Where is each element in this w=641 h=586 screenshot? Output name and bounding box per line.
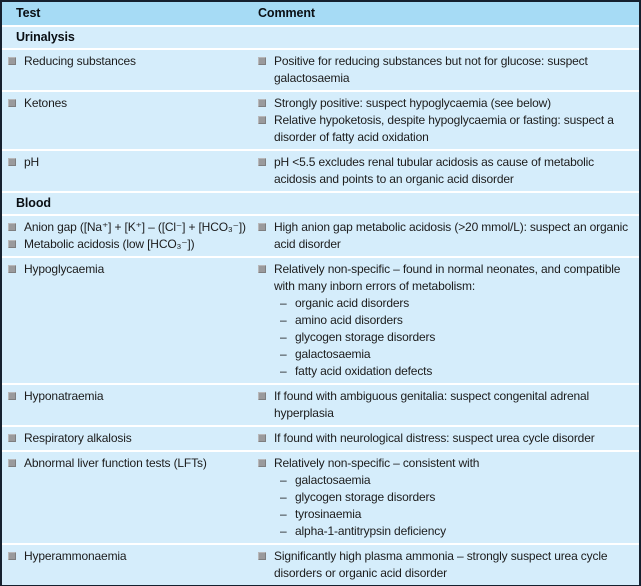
dash-list-item: [280, 295, 633, 312]
item-text: Hyponatraemia: [24, 389, 104, 403]
square-bullet-icon: [258, 158, 266, 166]
square-bullet-icon: [8, 459, 16, 467]
dash-list-item: [280, 363, 633, 380]
test-cell: [2, 95, 254, 146]
item-text: If found with ambiguous genitalia: suspect congenital adrenal hyperplasia: [274, 389, 590, 420]
bullet-item: [258, 154, 633, 188]
dash-list-item: [280, 506, 633, 523]
comment-cell: [254, 261, 639, 380]
dash-marker: –: [280, 313, 287, 327]
item-text: organic acid disorders: [295, 296, 410, 310]
bullet-item: [8, 430, 254, 447]
bullet-item: [258, 112, 633, 146]
bullet-item: [258, 548, 633, 582]
square-bullet-icon: [8, 265, 16, 273]
square-bullet-icon: [258, 459, 266, 467]
item-text: glycogen storage disorders: [295, 490, 436, 504]
test-cell: [2, 548, 254, 582]
section-header-urinalysis: Urinalysis: [2, 27, 639, 48]
item-text: galactosaemia: [295, 473, 371, 487]
bullet-item: [8, 455, 254, 472]
square-bullet-icon: [258, 392, 266, 400]
bullet-item: [8, 236, 254, 253]
comment-cell: [254, 154, 639, 188]
table-header-row: [2, 2, 639, 25]
item-text: Anion gap ([Na⁺] + [K⁺] – ([Cl⁻] + [HCO₃⁻]): [24, 220, 246, 234]
comment-cell: [254, 455, 639, 540]
bullet-item: [258, 261, 633, 295]
item-text: amino acid disorders: [295, 313, 403, 327]
item-text: pH: [24, 155, 40, 169]
bullet-item: [258, 430, 633, 447]
item-text: Relatively non-specific – consistent with: [274, 456, 480, 470]
dash-marker: –: [280, 490, 287, 504]
test-cell: [2, 219, 254, 253]
bullet-item: [8, 548, 254, 565]
test-cell: [2, 154, 254, 188]
dash-marker: –: [280, 330, 287, 344]
item-text: galactosaemia: [295, 347, 371, 361]
bullet-item: [8, 53, 254, 70]
square-bullet-icon: [8, 240, 16, 248]
item-text: Abnormal liver function tests (LFTs): [24, 456, 207, 470]
dash-marker: –: [280, 347, 287, 361]
square-bullet-icon: [258, 552, 266, 560]
table-row: [2, 216, 639, 256]
item-text: Strongly positive: suspect hypoglycaemia (see below): [274, 96, 552, 110]
square-bullet-icon: [258, 57, 266, 65]
item-text: High anion gap metabolic acidosis (>20 mmol/L): suspect an organic acid disorder: [274, 220, 628, 251]
dash-list-item: [280, 472, 633, 489]
item-text: Positive for reducing substances but not for glucose: suspect galactosaemia: [274, 54, 588, 85]
item-text: glycogen storage disorders: [295, 330, 436, 344]
square-bullet-icon: [8, 552, 16, 560]
table-row: [2, 545, 639, 585]
item-text: Ketones: [24, 96, 67, 110]
test-cell: [2, 261, 254, 380]
bullet-item: [258, 388, 633, 422]
bullet-item: [258, 455, 633, 472]
square-bullet-icon: [8, 392, 16, 400]
square-bullet-icon: [258, 116, 266, 124]
table-body: [2, 27, 639, 585]
item-text: Reducing substances: [24, 54, 136, 68]
dash-list-item: [280, 329, 633, 346]
square-bullet-icon: [258, 99, 266, 107]
bullet-item: [258, 53, 633, 87]
dash-list-item: [280, 312, 633, 329]
dash-marker: –: [280, 524, 287, 538]
square-bullet-icon: [8, 57, 16, 65]
item-text: fatty acid oxidation defects: [295, 364, 433, 378]
table-row: [2, 151, 639, 191]
square-bullet-icon: [258, 434, 266, 442]
square-bullet-icon: [8, 158, 16, 166]
column-header-comment: Comment: [258, 6, 315, 20]
item-text: Relatively non-specific – found in normal neonates, and compatible with many inborn errors of metabolism:: [274, 262, 621, 293]
comment-cell: [254, 430, 639, 447]
item-text: Hypoglycaemia: [24, 262, 105, 276]
table-row: [2, 385, 639, 425]
dash-marker: –: [280, 364, 287, 378]
section-header-blood: Blood: [2, 193, 639, 214]
comment-cell: [254, 219, 639, 253]
bullet-item: [8, 95, 254, 112]
test-cell: [2, 388, 254, 422]
comment-cell: [254, 95, 639, 146]
square-bullet-icon: [8, 99, 16, 107]
item-text: alpha-1-antitrypsin deficiency: [295, 524, 446, 538]
item-text: tyrosinaemia: [295, 507, 362, 521]
dash-marker: –: [280, 473, 287, 487]
dash-marker: –: [280, 507, 287, 521]
item-text: If found with neurological distress: suspect urea cycle disorder: [274, 431, 595, 445]
column-header-test: Test: [16, 6, 41, 20]
item-text: Metabolic acidosis (low [HCO₃⁻]): [24, 237, 195, 251]
dash-marker: –: [280, 296, 287, 310]
dash-list-item: [280, 489, 633, 506]
table-row: [2, 452, 639, 543]
square-bullet-icon: [258, 223, 266, 231]
table-row: [2, 258, 639, 383]
test-cell: [2, 430, 254, 447]
bullet-item: [258, 95, 633, 112]
item-text: Significantly high plasma ammonia – strongly suspect urea cycle disorders or organic acid disorder: [274, 549, 608, 580]
bullet-item: [258, 219, 633, 253]
comment-cell: [254, 548, 639, 582]
dash-list-item: [280, 523, 633, 540]
comment-cell: [254, 388, 639, 422]
table-row: [2, 92, 639, 149]
square-bullet-icon: [258, 265, 266, 273]
bullet-item: [8, 154, 254, 171]
table-row: [2, 50, 639, 90]
dash-list-item: [280, 346, 633, 363]
test-cell: [2, 455, 254, 540]
item-text: Hyperammonaemia: [24, 549, 127, 563]
bullet-item: [8, 219, 254, 236]
item-text: Relative hypoketosis, despite hypoglycaemia or fasting: suspect a disorder of fatty acid oxidation: [274, 113, 614, 144]
test-cell: [2, 53, 254, 87]
item-text: Respiratory alkalosis: [24, 431, 132, 445]
bullet-item: [8, 388, 254, 405]
square-bullet-icon: [8, 223, 16, 231]
table-row: [2, 427, 639, 450]
square-bullet-icon: [8, 434, 16, 442]
comment-cell: [254, 53, 639, 87]
item-text: pH <5.5 excludes renal tubular acidosis as cause of metabolic acidosis and points to an organic acid disorder: [274, 155, 595, 186]
bullet-item: [8, 261, 254, 278]
